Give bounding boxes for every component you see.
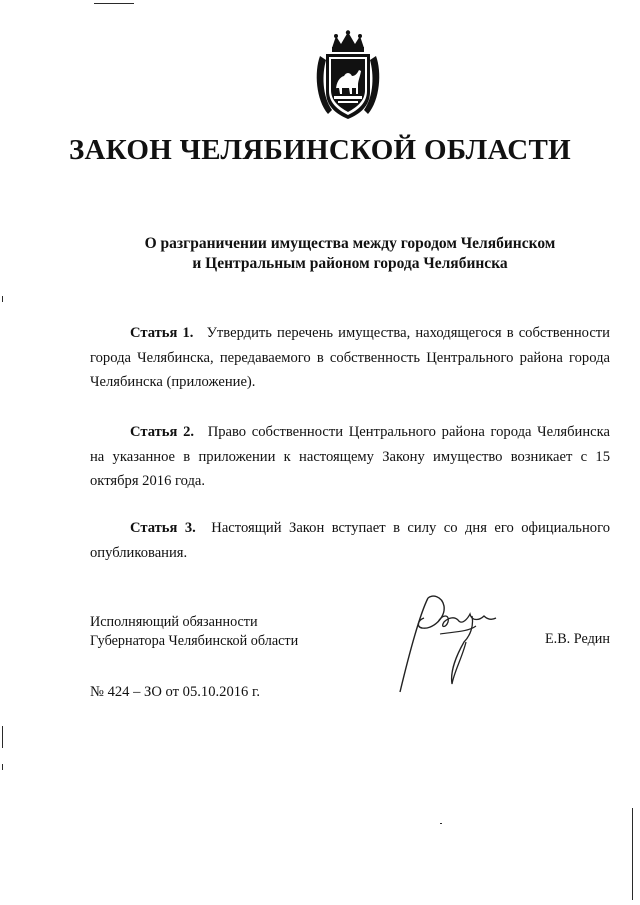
law-number-date: № 424 – ЗО от 05.10.2016 г. xyxy=(90,684,260,700)
article-3-heading: Статья 3. xyxy=(130,520,196,536)
scan-artifact xyxy=(632,808,633,900)
article-1-text: Утвердить перечень имущества, находящегося в собственности города Челябинска, передаваемого в собственность Центрального района города Челябинска (приложение). xyxy=(90,325,610,390)
law-subject xyxy=(0,234,640,274)
signer-position-line-2: Губернатора Челябинской области xyxy=(90,633,299,649)
article-2-heading: Статья 2. xyxy=(130,424,195,440)
scan-artifact xyxy=(440,823,442,824)
article-2 xyxy=(90,420,610,494)
law-subject-line-1: О разграничении имущества между городом Челябинском xyxy=(144,235,556,252)
chelyabinsk-coat-of-arms-icon xyxy=(312,30,384,122)
scan-artifact xyxy=(2,764,3,770)
signer-position-line-1: Исполняющий обязанности xyxy=(90,614,258,630)
signer-position xyxy=(90,613,298,651)
article-3-text: Настоящий Закон вступает в силу со дня его официального опубликования. xyxy=(90,520,610,561)
article-1 xyxy=(90,321,610,395)
scan-artifact xyxy=(2,726,3,748)
law-subject-line-2: и Центральным районом города Челябинска xyxy=(192,255,508,272)
article-1-heading: Статья 1. xyxy=(130,325,194,341)
article-3 xyxy=(90,516,610,565)
article-2-text: Право собственности Центрального района города Челябинска на указанное в приложении к настоящему Закону имущество возникает с 15 октября 2016 года. xyxy=(90,424,610,489)
scan-artifact xyxy=(94,3,134,4)
handwritten-signature-icon xyxy=(392,592,508,696)
scan-artifact xyxy=(2,296,3,302)
signer-name: Е.В. Редин xyxy=(545,631,610,647)
law-title: ЗАКОН ЧЕЛЯБИНСКОЙ ОБЛАСТИ xyxy=(68,134,572,166)
